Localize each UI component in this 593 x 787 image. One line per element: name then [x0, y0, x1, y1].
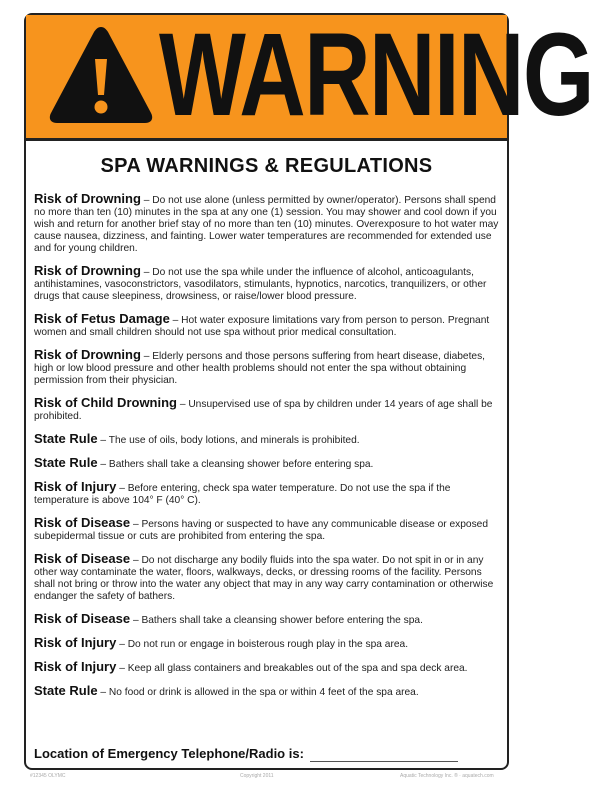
rule-separator: – [140, 267, 153, 278]
rule-item [34, 685, 501, 699]
rule-separator: – [130, 555, 142, 566]
rule-separator: – [97, 435, 109, 446]
emergency-location [34, 746, 501, 762]
rule-item [34, 553, 501, 603]
rule-item [34, 349, 501, 387]
footer-center: Copyright 2011 [240, 773, 274, 779]
rule-label: State Rule [34, 683, 98, 698]
rule-text: Elderly persons and those persons suffering from heart disease, diabetes, high or low blood pressure and other health problems should not enter the spa without obtaining permission from their physician. [34, 351, 486, 386]
rule-separator: – [130, 615, 142, 626]
rule-item [34, 457, 501, 471]
rule-item [34, 613, 501, 627]
rule-item [34, 265, 501, 303]
sign-title: SPA WARNINGS & REGULATIONS [100, 155, 433, 177]
rule-text: Do not discharge any bodily fluids into the spa water. Do not spit in or in any other way contaminate the water, floors, walkways, decks, or dressing rooms of the facility. Persons shall not bring or throw into the water any object that may in any way carry contamination or otherwise endanger the safety of bathers. [34, 555, 494, 602]
warning-header [26, 9, 593, 141]
rule-text: Hot water exposure limitations vary from person to person. Pregnant women and small children should not use spa without prior medical consultation. [34, 315, 490, 338]
rule-text: No food or drink is allowed in the spa or within 4 feet of the spa area. [108, 687, 419, 698]
rule-label: Risk of Injury [34, 659, 117, 674]
rule-label: Risk of Drowning [34, 191, 141, 206]
rule-label: Risk of Drowning [34, 263, 141, 278]
rule-label: Risk of Disease [34, 611, 131, 626]
rule-label: Risk of Injury [34, 635, 117, 650]
rule-separator: – [97, 459, 109, 470]
rule-item [34, 193, 501, 255]
rule-label: Risk of Disease [34, 551, 131, 566]
rule-label: State Rule [34, 455, 98, 470]
warning-triangle-icon [46, 23, 156, 127]
footer-right: Aquatic Technology Inc. ® · aquatech.com [400, 773, 494, 779]
rule-separator: – [116, 483, 128, 494]
rule-text: The use of oils, body lotions, and minerals is prohibited. [108, 435, 360, 446]
rule-item [34, 433, 501, 447]
rule-separator: – [140, 351, 153, 362]
rule-label: Risk of Drowning [34, 347, 141, 362]
rule-separator: – [140, 195, 153, 206]
rule-separator: – [97, 687, 109, 698]
rule-label: Risk of Fetus Damage [34, 311, 170, 326]
rule-item [34, 481, 501, 507]
rule-text: Unsupervised use of spa by children under 14 years of age shall be prohibited. [34, 399, 493, 422]
blank-line [310, 746, 458, 762]
rule-label: Risk of Disease [34, 515, 131, 530]
rule-item [34, 517, 501, 543]
rule-text: Keep all glass containers and breakables out of the spa and spa deck area. [127, 663, 468, 674]
rule-text: Do not use the spa while under the influence of alcohol, anticoagulants, antihistamines, vasoconstrictors, vasodilators, stimulants, hypnotics, narcotics, tranquilizers, or other drugs that cause sleepiness, drowsiness, or raise/lower blood pressure. [34, 267, 487, 302]
spa-warning-sign [24, 9, 593, 770]
warning-word: WARNING [159, 9, 593, 141]
rule-separator: – [177, 399, 189, 410]
rule-text: Bathers shall take a cleansing shower before entering spa. [108, 459, 374, 470]
rule-text: Do not use alone (unless permitted by owner/operator). Persons shall spend no more than ten (10) minutes in the spa at any one (1) session. You may shower and cool down if you wish and return for another brief stay of no more than ten (10) minutes. Overexposure to hot water may cause nausea, dizziness, and fainting. Lower water temperatures are recommended for extended use and for young children. [34, 195, 499, 254]
emergency-location-label: Location of Emergency Telephone/Radio is: [34, 746, 304, 761]
rules-list [34, 193, 501, 709]
rule-label: Risk of Injury [34, 479, 117, 494]
rule-label: State Rule [34, 431, 98, 446]
rule-label: Risk of Child Drowning [34, 395, 177, 410]
rule-text: Persons having or suspected to have any communicable disease or exposed subepidermal tissue or cuts are prohibited from entering the spa. [34, 519, 489, 542]
footer-left: #12345 OLYMC [30, 773, 66, 779]
rule-separator: – [116, 663, 128, 674]
rule-item [34, 661, 501, 675]
rule-separator: – [130, 519, 142, 530]
rule-separator: – [169, 315, 182, 326]
rule-item [34, 397, 501, 423]
rule-item [34, 313, 501, 339]
rule-text: Do not run or engage in boisterous rough play in the spa area. [127, 639, 409, 650]
rule-separator: – [116, 639, 128, 650]
rule-text: Bathers shall take a cleansing shower before entering the spa. [141, 615, 423, 626]
rule-item [34, 637, 501, 651]
rule-text: Before entering, check spa water temperature. Do not use the spa if the temperature is above 104° F (40° C). [34, 483, 451, 506]
